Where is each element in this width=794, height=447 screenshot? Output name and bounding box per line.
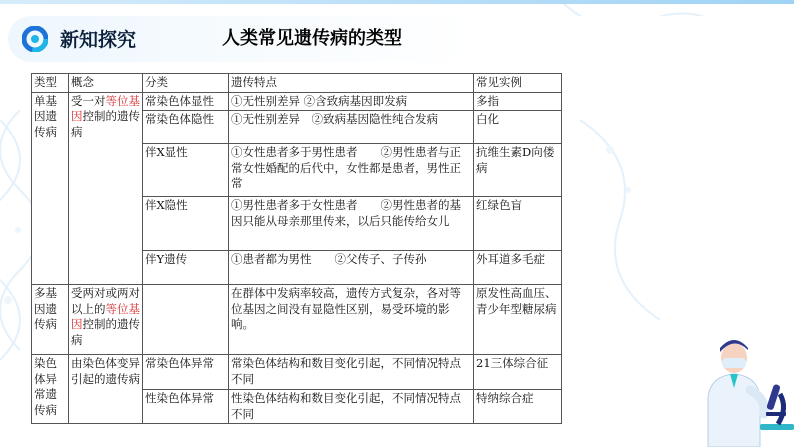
table-row [32, 285, 562, 355]
type-chromosome: 染色体异常遗传病 [32, 355, 69, 424]
scientist-microscope-illustration [690, 328, 794, 447]
concept-single-gene: 受一对等位基因控制的遗传病 [69, 92, 143, 285]
feature-cell: 在群体中发病率较高，遗传方式复杂，各对等位基因之间没有显隐性区别，易受环境的影响。 [229, 285, 474, 355]
example-cell: 白化 [474, 111, 562, 144]
feature-cell: 性染色体结构和数目变化引起，不同情况特点不同 [229, 390, 474, 424]
example-cell: 原发性高血压、青少年型糖尿病 [474, 285, 562, 355]
example-cell: 多指 [474, 92, 562, 111]
concept-multi-gene: 受两对或两对以上的等位基因控制的遗传病 [69, 285, 143, 355]
class-cell: 伴X隐性 [143, 197, 229, 251]
example-cell: 抗维生素D向偻病 [474, 144, 562, 197]
example-cell: 外耳道多毛症 [474, 251, 562, 285]
feature-cell: ①男性患者多于女性患者 ②男性患者的基因只能从母亲那里传来，以后只能传给女儿 [229, 197, 474, 251]
page-title: 人类常见遗传病的类型 [222, 28, 402, 49]
top-accent-bar [0, 0, 794, 4]
header-class: 分类 [143, 74, 229, 93]
class-cell: 常染色体异常 [143, 355, 229, 390]
concept-chromosome: 由染色体变异引起的遗传病 [69, 355, 143, 424]
feature-cell: ①无性别差异 ②含致病基因即发病 [229, 92, 474, 111]
genetic-disease-table [31, 73, 562, 424]
type-multi-gene: 多基因遗传病 [32, 285, 69, 355]
header-example: 常见实例 [474, 74, 562, 93]
class-cell: 常染色体隐性 [143, 111, 229, 144]
table-row [32, 355, 562, 390]
class-cell [143, 285, 229, 355]
type-single-gene: 单基因遗传病 [32, 92, 69, 285]
section-title: 新知探究 [60, 29, 137, 51]
class-cell: 伴Y遗传 [143, 251, 229, 285]
header-concept: 概念 [69, 74, 143, 93]
class-cell: 常染色体显性 [143, 92, 229, 111]
class-cell: 性染色体异常 [143, 390, 229, 424]
feature-cell: ①无性别差异 ②致病基因隐性纯合发病 [229, 111, 474, 144]
feature-cell: 常染色体结构和数目变化引起，不同情况特点不同 [229, 355, 474, 390]
example-cell: 红绿色盲 [474, 197, 562, 251]
feature-cell: ①女性患者多于男性患者 ②男性患者与正常女性婚配的后代中，女性都是患者，男性正常 [229, 144, 474, 197]
example-cell: 特纳综合症 [474, 390, 562, 424]
class-cell: 伴X显性 [143, 144, 229, 197]
table-row [32, 92, 562, 111]
feature-cell: ①患者都为男性 ②父传子、子传孙 [229, 251, 474, 285]
example-cell: 21三体综合征 [474, 355, 562, 390]
table-header-row [32, 74, 562, 93]
logo-icon [22, 26, 48, 52]
header-type: 类型 [32, 74, 69, 93]
header-feature: 遗传特点 [229, 74, 474, 93]
